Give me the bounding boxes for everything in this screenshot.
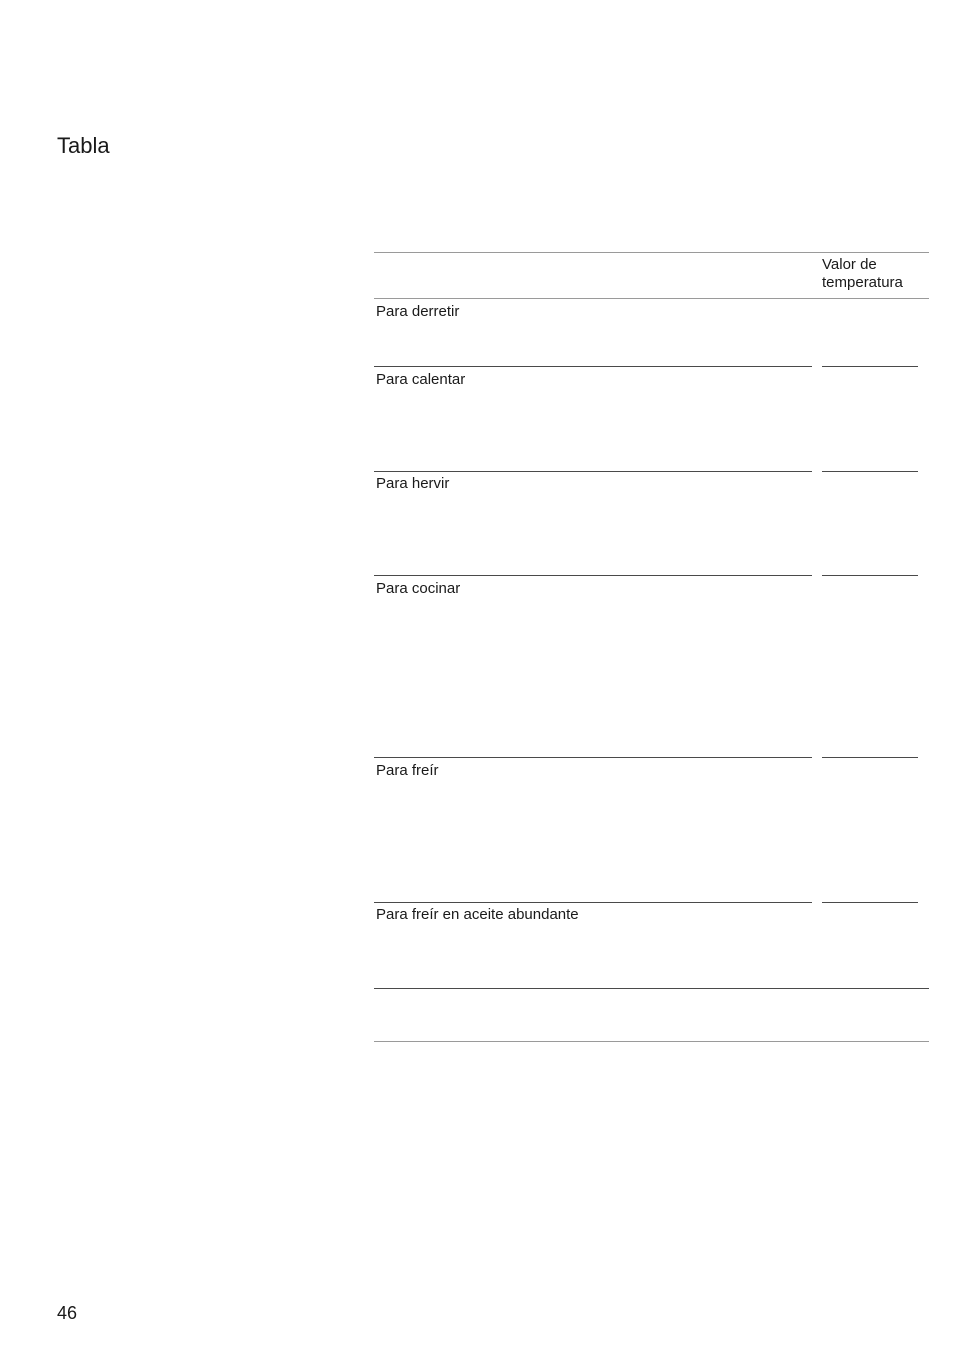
page-number: 46 [57,1303,78,1323]
row-separator-value [822,366,918,367]
row-separator [374,902,812,903]
row-separator-value [822,902,918,903]
row-label-freir-aceite: Para freír en aceite abundante [376,906,579,923]
row-separator [374,575,812,576]
row-separator [374,471,812,472]
row-label-hervir: Para hervir [376,475,450,492]
table-header-rule [374,298,929,299]
table-bottom-rule [374,988,929,989]
row-label-calentar: Para calentar [376,371,466,388]
table-footer-rule [374,1041,929,1042]
row-label-freir: Para freír [376,762,439,779]
page-title: Tabla [57,133,110,158]
row-separator-value [822,575,918,576]
row-separator-value [822,757,918,758]
table-top-rule [374,252,929,253]
row-label-cocinar: Para cocinar [376,580,461,597]
row-label-derretir: Para derretir [376,303,460,320]
row-separator [374,757,812,758]
row-separator [374,366,812,367]
temperature-column-header: Valor de temperatura [822,256,903,291]
row-separator-value [822,471,918,472]
